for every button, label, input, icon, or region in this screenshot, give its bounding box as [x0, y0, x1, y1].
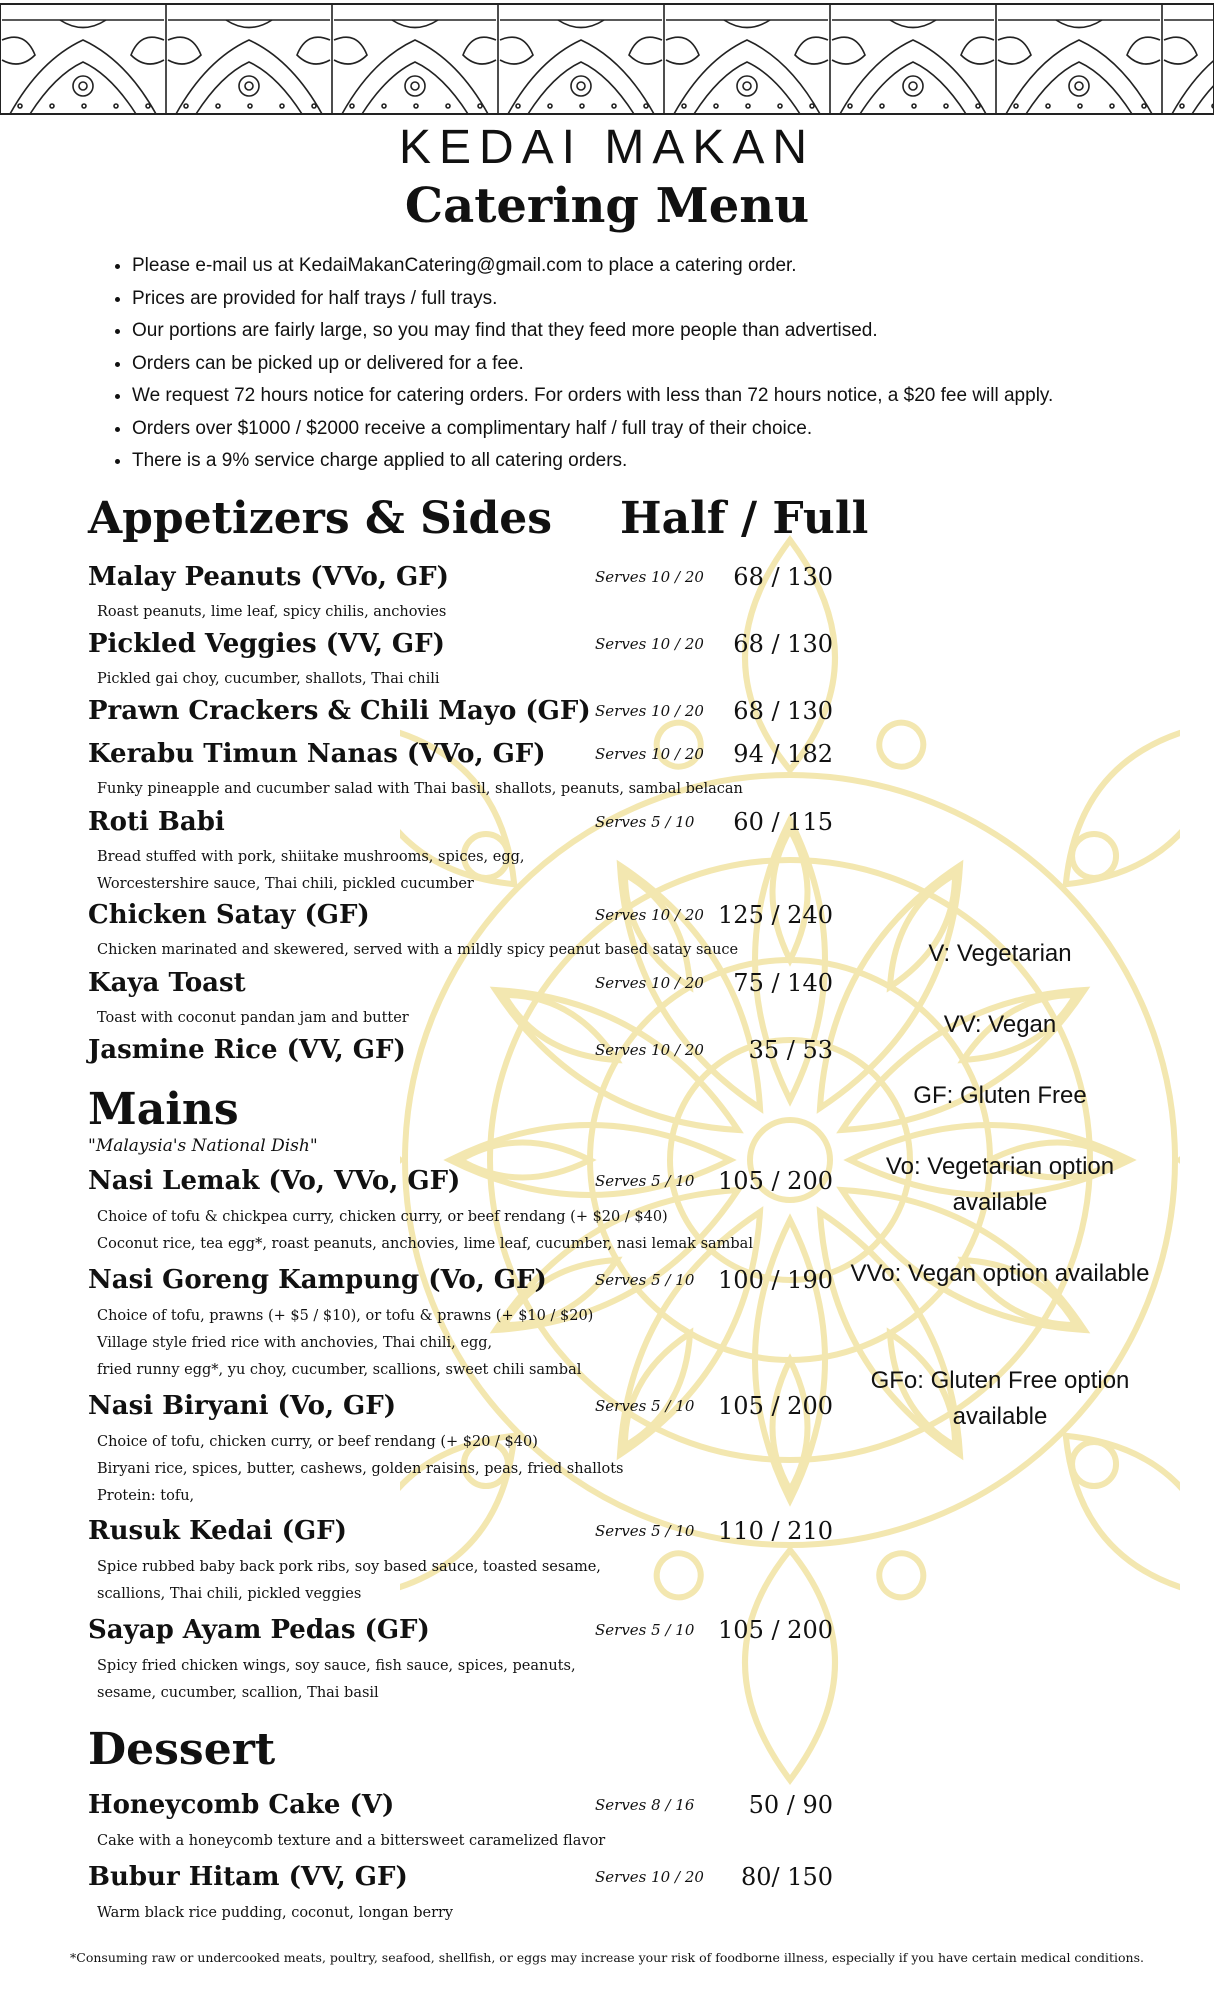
menu-item: [88, 1164, 833, 1204]
menu-item: [88, 966, 833, 1006]
item-price: 105 / 200: [718, 1616, 833, 1644]
item-serves: Serves 5 / 10: [595, 1172, 695, 1190]
menu-item: [88, 1788, 833, 1828]
item-description: Spicy fried chicken wings, soy sauce, fish sauce, spices, peanuts,: [97, 1658, 576, 1674]
menu-item: [88, 1613, 833, 1653]
item-description: fried runny egg*, yu choy, cucumber, scallions, sweet chili sambal: [97, 1362, 582, 1378]
item-name: Honeycomb Cake (V): [88, 1790, 395, 1820]
item-name: Prawn Crackers & Chili Mayo (GF): [88, 696, 591, 726]
item-description: sesame, cucumber, scallion, Thai basil: [97, 1685, 379, 1701]
item-name: Nasi Goreng Kampung (Vo, GF): [88, 1265, 547, 1295]
item-description: Village style fried rice with anchovies, Thai chili, egg,: [97, 1335, 493, 1351]
section-heading-appetizers: Appetizers & Sides: [88, 493, 553, 544]
price-heading: Half / Full: [620, 493, 869, 544]
item-serves: Serves 10 / 20: [595, 1041, 704, 1059]
item-name: Roti Babi: [88, 807, 225, 837]
item-price: 60 / 115: [733, 808, 833, 836]
item-description: Bread stuffed with pork, shiitake mushrooms, spices, egg,: [97, 849, 525, 865]
item-price: 80/ 150: [740, 1863, 833, 1891]
item-serves: Serves 10 / 20: [595, 906, 704, 924]
item-description: Worcestershire sauce, Thai chili, pickled cucumber: [97, 876, 474, 892]
section-heading-dessert: Dessert: [88, 1724, 276, 1775]
item-description: Biryani rice, spices, butter, cashews, golden raisins, peas, fried shallots: [97, 1461, 624, 1477]
legend-vegan-option: VVo: Vegan option available: [850, 1260, 1150, 1287]
note-item: • Our portions are fairly large, so you may find that they feed more people than advertised.: [132, 315, 1212, 348]
item-price: 125 / 240: [718, 901, 833, 929]
menu-item: [88, 737, 833, 777]
ornamental-border: [0, 0, 1214, 120]
menu-item: [88, 1263, 833, 1303]
item-name: Nasi Lemak (Vo, VVo, GF): [88, 1166, 461, 1196]
item-serves: Serves 5 / 10: [595, 813, 695, 831]
item-price: 68 / 130: [733, 697, 833, 725]
item-description: Protein: tofu,: [97, 1488, 195, 1504]
menu-item: [88, 898, 833, 938]
item-name: Malay Peanuts (VVo, GF): [88, 562, 449, 592]
menu-item: [88, 1860, 833, 1900]
item-price: 105 / 200: [718, 1167, 833, 1195]
mains-tagline: "Malaysia's National Dish": [88, 1136, 318, 1156]
item-description: scallions, Thai chili, pickled veggies: [97, 1586, 362, 1602]
item-price: 68 / 130: [733, 630, 833, 658]
legend-gluten-free-option: GFo: Gluten Free option available: [870, 1367, 1130, 1430]
note-item: • Please e-mail us at KedaiMakanCatering@gmail.com to place a catering order.: [132, 250, 1212, 283]
menu-item: [88, 1033, 833, 1073]
item-serves: Serves 5 / 10: [595, 1621, 695, 1639]
item-serves: Serves 10 / 20: [595, 568, 704, 586]
note-item: • Orders can be picked up or delivered for a fee.: [132, 348, 1212, 381]
footnote: *Consuming raw or undercooked meats, poultry, seafood, shellfish, or eggs may increase your risk of foodborne illness, especially if you have certain medical conditions.: [70, 1950, 1144, 1965]
ordering-notes: [100, 250, 1212, 478]
item-description: Spice rubbed baby back pork ribs, soy based sauce, toasted sesame,: [97, 1559, 601, 1575]
legend-gluten-free: GF: Gluten Free: [913, 1082, 1087, 1109]
section-heading-mains: Mains: [88, 1084, 239, 1135]
menu-item: [88, 627, 833, 667]
item-name: Rusuk Kedai (GF): [88, 1516, 347, 1546]
item-description: Choice of tofu & chickpea curry, chicken curry, or beef rendang (+ $20 / $40): [97, 1209, 668, 1225]
item-description: Warm black rice pudding, coconut, longan berry: [97, 1905, 454, 1921]
page-title: Catering Menu: [404, 178, 810, 234]
item-description: Chicken marinated and skewered, served with a mildly spicy peanut based satay sauce: [97, 942, 739, 958]
menu-item: [88, 1514, 833, 1554]
item-price: 110 / 210: [718, 1517, 833, 1545]
item-serves: Serves 5 / 10: [595, 1522, 695, 1540]
item-price: 105 / 200: [718, 1392, 833, 1420]
menu-item: [88, 694, 833, 734]
item-name: Chicken Satay (GF): [88, 900, 370, 930]
item-serves: Serves 10 / 20: [595, 974, 704, 992]
item-serves: Serves 5 / 10: [595, 1271, 695, 1289]
item-serves: Serves 10 / 20: [595, 702, 704, 720]
item-serves: Serves 10 / 20: [595, 1868, 704, 1886]
item-description: Choice of tofu, chicken curry, or beef rendang (+ $20 / $40): [97, 1434, 538, 1450]
item-name: Nasi Biryani (Vo, GF): [88, 1391, 397, 1421]
item-price: 50 / 90: [748, 1791, 833, 1819]
item-price: 68 / 130: [733, 563, 833, 591]
item-name: Sayap Ayam Pedas (GF): [88, 1615, 430, 1645]
brand-name: KEDAI MAKAN: [398, 121, 816, 174]
legend-vegetarian-option: Vo: Vegetarian option available: [885, 1153, 1115, 1216]
item-description: Funky pineapple and cucumber salad with Thai basil, shallots, peanuts, sambal belacan: [97, 781, 743, 797]
item-description: Choice of tofu, prawns (+ $5 / $10), or tofu & prawns (+ $10 / $20): [97, 1308, 594, 1324]
item-name: Pickled Veggies (VV, GF): [88, 629, 445, 659]
item-name: Jasmine Rice (VV, GF): [88, 1035, 406, 1065]
item-price: 100 / 190: [718, 1266, 833, 1294]
item-name: Bubur Hitam (VV, GF): [88, 1862, 408, 1892]
item-price: 35 / 53: [748, 1036, 833, 1064]
item-description: Cake with a honeycomb texture and a bittersweet caramelized flavor: [97, 1833, 606, 1849]
note-item: • Prices are provided for half trays / full trays.: [132, 283, 1212, 316]
item-price: 94 / 182: [733, 740, 833, 768]
menu-item: [88, 805, 833, 845]
item-serves: Serves 5 / 10: [595, 1397, 695, 1415]
item-name: Kaya Toast: [88, 968, 246, 998]
item-serves: Serves 8 / 16: [595, 1796, 695, 1814]
legend-vegetarian: V: Vegetarian: [928, 940, 1072, 967]
item-description: Roast peanuts, lime leaf, spicy chilis, anchovies: [97, 604, 447, 620]
note-item: • We request 72 hours notice for catering orders. For orders with less than 72 hours notice, a $20 fee will apply.: [132, 380, 1212, 413]
menu-item: [88, 560, 833, 600]
item-description: Toast with coconut pandan jam and butter: [97, 1010, 409, 1026]
item-description: Pickled gai choy, cucumber, shallots, Thai chili: [97, 671, 440, 687]
menu-item: [88, 1389, 833, 1429]
note-item: • Orders over $1000 / $2000 receive a complimentary half / full tray of their choice.: [132, 413, 1212, 446]
item-description: Coconut rice, tea egg*, roast peanuts, anchovies, lime leaf, cucumber, nasi lemak sambal: [97, 1236, 753, 1252]
note-item: • There is a 9% service charge applied to all catering orders.: [132, 445, 1212, 478]
item-price: 75 / 140: [733, 969, 833, 997]
item-serves: Serves 10 / 20: [595, 635, 704, 653]
item-serves: Serves 10 / 20: [595, 745, 704, 763]
item-name: Kerabu Timun Nanas (VVo, GF): [88, 739, 546, 769]
legend-vegan: VV: Vegan: [943, 1011, 1057, 1038]
